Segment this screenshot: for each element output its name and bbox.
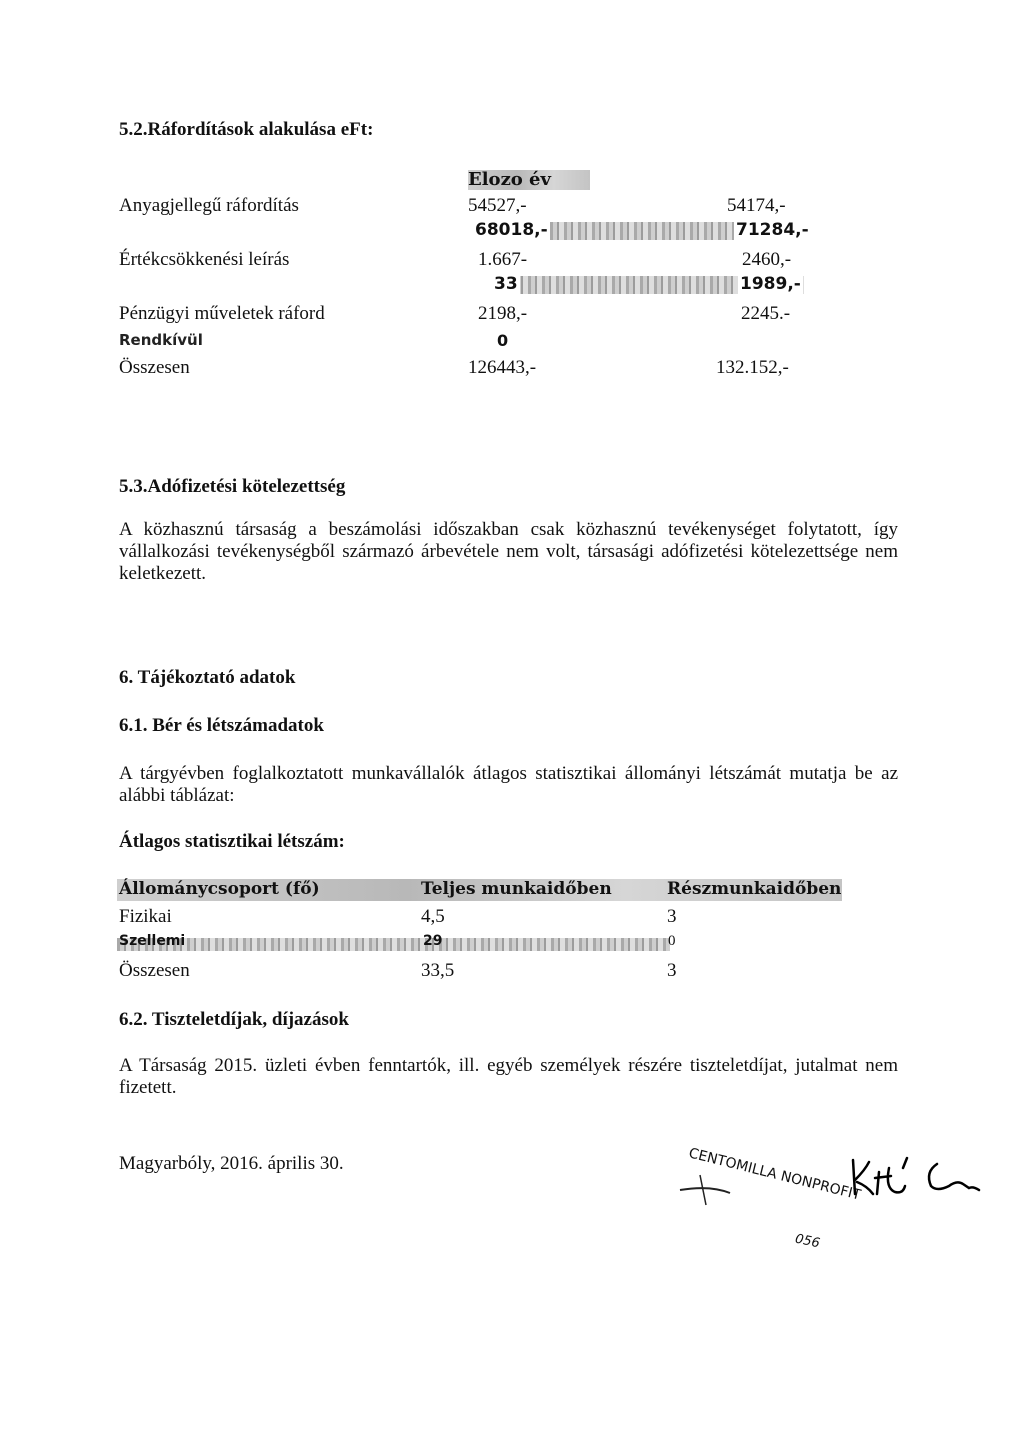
table-row-total-fulltime: 33,5	[421, 960, 455, 981]
scan-artifact	[117, 938, 670, 951]
page-mark: 056	[793, 1231, 822, 1252]
section-5-3-paragraph: A közhasznú társaság a beszámolási időszakban csak közhasznú tevékenységet folytatott, így vállalkozási tevékenységből származó árbevétele nem volt, társasági adófizetési kötelezettsége nem keletkezett.	[119, 519, 898, 584]
row-curr-other: 1989,-	[740, 274, 801, 294]
row-prev-depreciation: 1.667-	[478, 249, 528, 270]
row-label-extraordinary: Rendkívül	[119, 331, 203, 349]
row-label-financial: Pénzügyi műveletek ráford	[119, 303, 325, 324]
row-curr-financial: 2245.-	[741, 303, 791, 324]
section-5-3-heading: 5.3.Adófizetési kötelezettség	[119, 476, 346, 497]
row-label-depreciation: Értékcsökkenési leírás	[119, 249, 290, 270]
row-curr-personnel: 71284,-	[736, 220, 809, 240]
stamp-text: CENTOMILLA NONPROFIT	[687, 1145, 863, 1204]
staff-table-title: Átlagos statisztikai létszám:	[119, 831, 345, 852]
row-prev-extraordinary: 0	[497, 331, 509, 350]
section-6-1-heading: 6.1. Bér és létszámadatok	[119, 715, 324, 736]
table-row-total-parttime: 3	[667, 960, 677, 981]
section-5-2-heading: 5.2.Ráfordítások alakulása eFt:	[119, 119, 374, 140]
table-row-physical-fulltime: 4,5	[421, 906, 445, 927]
signature	[845, 1150, 985, 1205]
section-6-2-paragraph: A Társaság 2015. üzleti évben fenntartók, ill. egyéb személyek részére tiszteletdíjat, jutalmat nem fizetett.	[119, 1055, 898, 1098]
row-prev-material: 54527,-	[468, 195, 527, 216]
row-curr-total: 132.152,-	[716, 357, 789, 378]
row-label-material: Anyagjellegű ráfordítás	[119, 195, 299, 216]
table-row-physical-parttime: 3	[667, 906, 677, 927]
row-label-total: Összesen	[119, 357, 190, 378]
place-date: Magyarbóly, 2016. április 30.	[119, 1153, 344, 1174]
table-header-parttime: Részmunkaidőben	[667, 879, 842, 899]
table-row-total-label: Összesen	[119, 960, 190, 981]
table-header-group: Állománycsoport (fő)	[119, 879, 320, 899]
row-prev-financial: 2198,-	[478, 303, 528, 324]
table-header-fulltime: Teljes munkaidőben	[421, 879, 612, 899]
table-row-intellectual-label: Szellemi	[119, 933, 186, 949]
row-prev-other: 33	[494, 274, 518, 294]
section-6-2-heading: 6.2. Tiszteletdíjak, díjazások	[119, 1009, 349, 1030]
section-6-heading: 6. Tájékoztató adatok	[119, 667, 296, 688]
table-row-intellectual-parttime: 0	[668, 933, 676, 949]
section-6-1-paragraph: A tárgyévben foglalkoztatott munkavállalók átlagos statisztikai állományi létszámát mutatja be az alábbi táblázat:	[119, 763, 898, 806]
row-prev-total: 126443,-	[468, 357, 537, 378]
row-curr-material: 54174,-	[727, 195, 786, 216]
row-prev-personnel: 68018,-	[475, 220, 548, 240]
row-curr-depreciation: 2460,-	[742, 249, 792, 270]
column-header-prev-year: Elozo év	[468, 169, 551, 190]
table-row-intellectual-fulltime: 29	[423, 933, 443, 949]
table-row-physical-label: Fizikai	[119, 906, 172, 927]
